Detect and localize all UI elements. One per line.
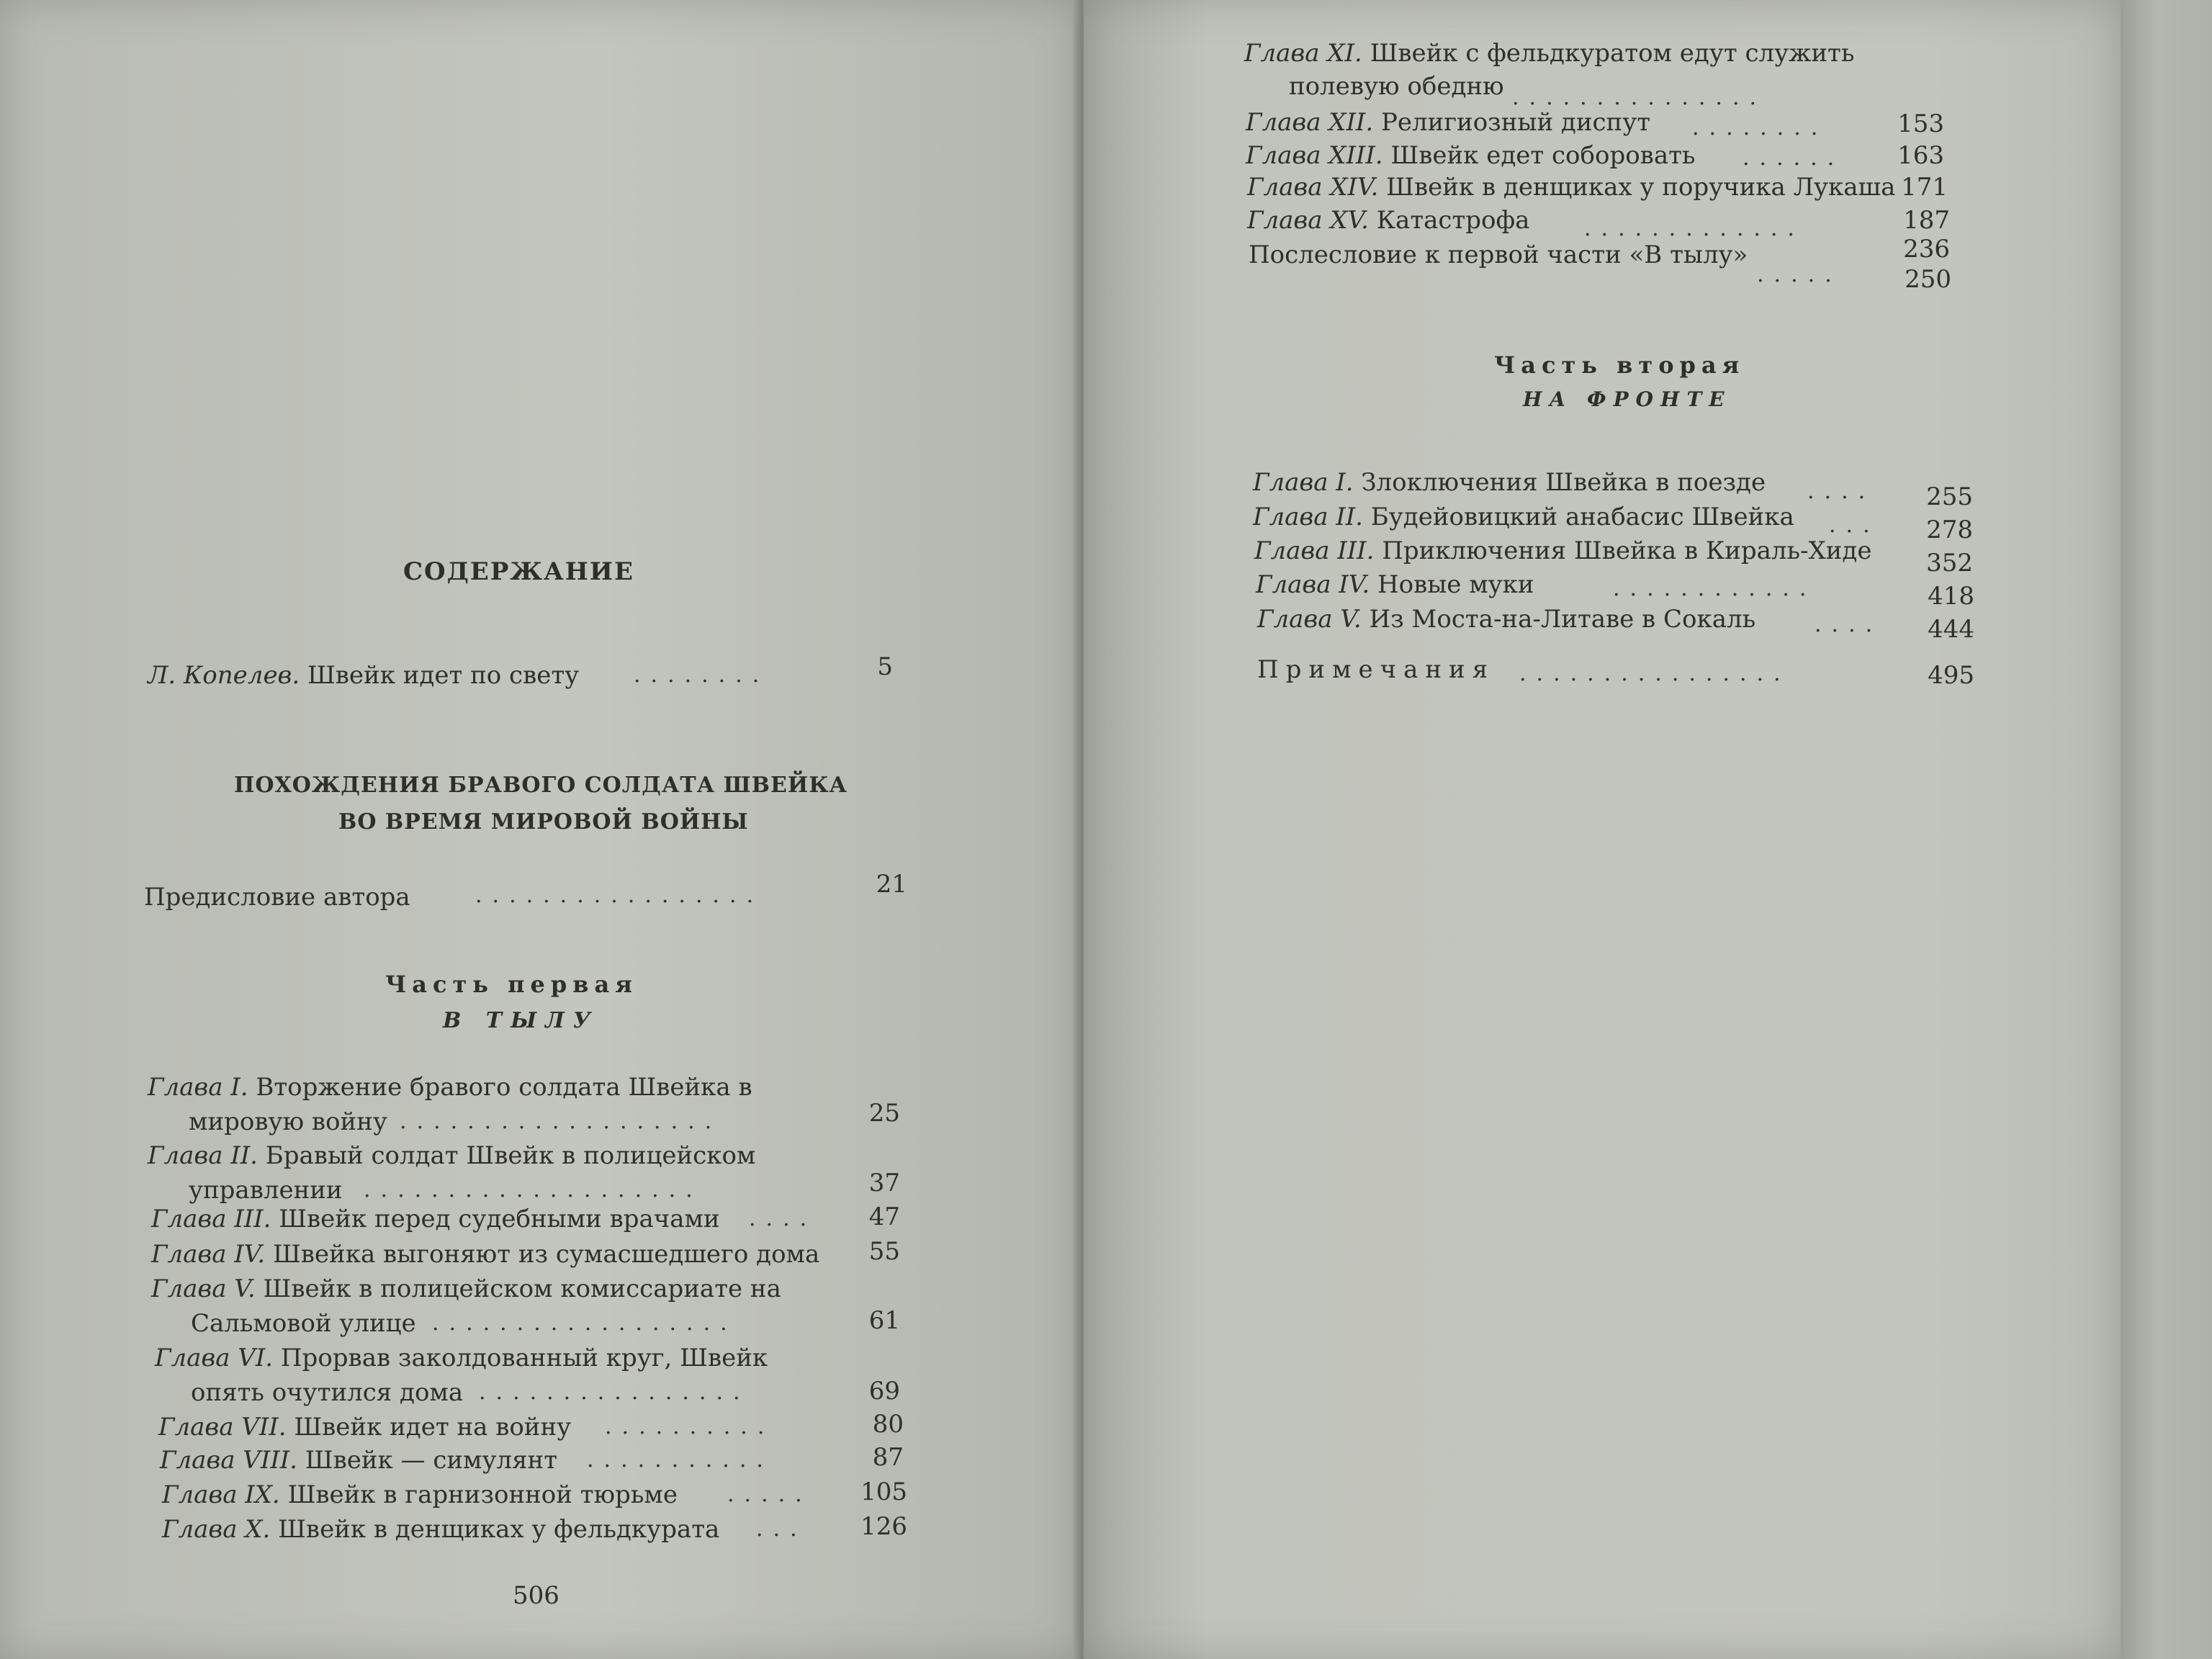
page-number: 187 bbox=[1903, 206, 1950, 235]
chapter-title: Вторжение бравого солдата Швейка в bbox=[256, 1073, 752, 1102]
page-number: 55 bbox=[868, 1237, 900, 1266]
dot-leader: ................. bbox=[475, 883, 764, 908]
chapter-title: Швейк в гарнизонной тюрьме bbox=[287, 1480, 678, 1509]
page-number: 87 bbox=[872, 1443, 904, 1472]
chapter-8 bbox=[160, 1446, 557, 1475]
chapter-14 bbox=[1247, 173, 1895, 202]
chapter-title: Швейк перед судебными врачами bbox=[279, 1205, 720, 1233]
chapter-title: Бравый солдат Швейк в полицейском bbox=[265, 1141, 756, 1170]
chapter-number: Глава VI. bbox=[155, 1344, 274, 1372]
chapter-2 bbox=[148, 1141, 755, 1170]
chapter-number: Глава VII. bbox=[158, 1413, 287, 1442]
chapter-title: Швейк идет на войну bbox=[294, 1413, 572, 1442]
chapter-9 bbox=[162, 1480, 678, 1509]
chapter-number: Глава XIV. bbox=[1247, 173, 1379, 202]
chapter-title: Швейк едет соборовать bbox=[1390, 141, 1696, 170]
part-one-subtitle: В ТЫЛУ bbox=[443, 1008, 600, 1033]
page-number: 495 bbox=[1928, 661, 1974, 690]
chapter-number: Глава II. bbox=[1253, 503, 1363, 531]
dot-leader: ........... bbox=[587, 1447, 773, 1473]
part-two-title: Часть вторая bbox=[1494, 351, 1745, 379]
chapter-5 bbox=[151, 1274, 781, 1303]
page-number: 21 bbox=[876, 870, 907, 899]
chapter-number: Глава X. bbox=[162, 1515, 271, 1544]
chapter-number: Глава IV. bbox=[1256, 570, 1370, 599]
folio-page-number: 506 bbox=[513, 1581, 559, 1610]
dot-leader: ..... bbox=[727, 1482, 812, 1507]
chapter-number: Глава VIII. bbox=[160, 1446, 297, 1475]
part-two-subtitle: НА ФРОНТЕ bbox=[1523, 387, 1732, 411]
dot-leader: ... bbox=[756, 1516, 807, 1542]
dot-leader: .................. bbox=[432, 1310, 737, 1336]
chapter-number: Глава III. bbox=[151, 1205, 271, 1233]
chapter-1 bbox=[148, 1073, 752, 1102]
dot-leader: ... bbox=[1829, 513, 1880, 538]
chapter-number: Глава XII. bbox=[1246, 108, 1374, 137]
chapter-number: Глава III. bbox=[1254, 536, 1375, 565]
dot-leader: ........ bbox=[1692, 115, 1828, 140]
part-two-chapter-1 bbox=[1253, 468, 1766, 497]
chapter-4 bbox=[151, 1240, 819, 1269]
chapter-number: Глава XIII. bbox=[1246, 141, 1383, 170]
chapter-11-line-2: полевую обедню bbox=[1289, 72, 1504, 101]
page-number: 47 bbox=[868, 1202, 900, 1231]
page-number: 255 bbox=[1926, 482, 1973, 511]
chapter-12 bbox=[1246, 108, 1650, 137]
toc-entry-afterword: Послесловие к первой части «В тылу» bbox=[1249, 240, 1748, 269]
chapter-number: Глава IV. bbox=[151, 1240, 266, 1269]
chapter-title: Приключения Швейка в Кираль-Хиде bbox=[1382, 536, 1872, 565]
page-number: 5 bbox=[877, 652, 893, 681]
toc-entry-notes: Примечания bbox=[1257, 655, 1496, 684]
page-number: 352 bbox=[1926, 549, 1973, 577]
toc-entry-preface: Предисловие автора bbox=[144, 883, 410, 912]
chapter-number: Глава IX. bbox=[162, 1480, 280, 1509]
part-one-title: Часть первая bbox=[385, 971, 638, 998]
dot-leader: .... bbox=[1807, 479, 1876, 504]
dot-leader: ........ bbox=[634, 662, 770, 688]
dot-leader: ................ bbox=[479, 1380, 750, 1405]
page-edge bbox=[2121, 0, 2212, 1659]
intro-title: Швейк идет по свету bbox=[307, 661, 580, 690]
part-two-chapter-5 bbox=[1257, 605, 1755, 634]
page-number: 171 bbox=[1901, 173, 1948, 202]
page-number: 163 bbox=[1897, 141, 1944, 170]
dot-leader: .................... bbox=[364, 1177, 703, 1202]
chapter-6 bbox=[155, 1344, 768, 1372]
page-number: 153 bbox=[1897, 109, 1944, 138]
chapter-number: Глава XI. bbox=[1244, 39, 1362, 68]
dot-leader: ............... bbox=[1512, 85, 1767, 110]
contents-heading: СОДЕРЖАНИЕ bbox=[403, 557, 634, 586]
dot-leader: ..... bbox=[1757, 262, 1842, 287]
page-number: 250 bbox=[1905, 265, 1951, 294]
part-two-chapter-4 bbox=[1256, 570, 1534, 599]
chapter-5-line-2: Сальмовой улице bbox=[191, 1309, 416, 1338]
page-number: 69 bbox=[868, 1377, 900, 1406]
dot-leader: .... bbox=[1815, 612, 1883, 637]
chapter-3 bbox=[151, 1205, 720, 1233]
page-number: 236 bbox=[1903, 235, 1950, 264]
page-number: 37 bbox=[868, 1169, 900, 1197]
toc-entry-intro bbox=[148, 661, 579, 690]
chapter-title: Швейк с фельдкуратом едут служить bbox=[1370, 39, 1855, 68]
chapter-number: Глава V. bbox=[151, 1274, 256, 1303]
chapter-number: Глава II. bbox=[148, 1141, 258, 1170]
chapter-10 bbox=[162, 1515, 719, 1544]
chapter-1-line-2: мировую войну bbox=[189, 1107, 387, 1136]
dot-leader: ...... bbox=[1743, 145, 1845, 171]
chapter-title: Швейк в денщиках у поручика Лукаша bbox=[1386, 173, 1896, 202]
chapter-2-line-2: управлении bbox=[189, 1176, 343, 1205]
chapter-11 bbox=[1244, 39, 1854, 68]
part-two-chapter-3 bbox=[1254, 536, 1871, 565]
chapter-title: Будейовицкий анабасис Швейка bbox=[1370, 503, 1794, 531]
chapter-number: Глава V. bbox=[1257, 605, 1362, 634]
dot-leader: .......... bbox=[605, 1414, 775, 1439]
page-number: 278 bbox=[1926, 516, 1973, 544]
page-number: 126 bbox=[860, 1512, 907, 1541]
chapter-15 bbox=[1247, 206, 1529, 235]
intro-author: Л. Копелев. bbox=[148, 661, 300, 690]
chapter-title: Швейк в денщиках у фельдкурата bbox=[278, 1515, 720, 1544]
chapter-title: Швейк — симулянт bbox=[305, 1446, 558, 1475]
chapter-number: Глава XV. bbox=[1247, 206, 1369, 235]
page-number: 80 bbox=[872, 1410, 904, 1439]
chapter-title: Катастрофа bbox=[1376, 206, 1530, 235]
chapter-13 bbox=[1246, 141, 1695, 170]
part-two-chapter-2 bbox=[1253, 503, 1794, 531]
chapter-title: Из Моста-на-Литаве в Сокаль bbox=[1369, 605, 1756, 634]
chapter-6-line-2: опять очутился дома bbox=[191, 1378, 464, 1407]
chapter-title: Религиозный диспут bbox=[1380, 108, 1651, 137]
chapter-title: Прорвав заколдованный круг, Швейк bbox=[280, 1344, 768, 1372]
book-title-line-2: ВО ВРЕМЯ МИРОВОЙ ВОЙНЫ bbox=[338, 809, 749, 835]
page-number: 418 bbox=[1928, 582, 1974, 611]
dot-leader: ................... bbox=[400, 1109, 722, 1134]
dot-leader: .... bbox=[749, 1206, 817, 1231]
chapter-title: Новые муки bbox=[1377, 570, 1534, 599]
page-number: 105 bbox=[860, 1478, 907, 1506]
dot-leader: ................ bbox=[1519, 661, 1791, 686]
chapter-number: Глава I. bbox=[148, 1073, 248, 1102]
page-number: 444 bbox=[1928, 615, 1974, 644]
dot-leader: ............. bbox=[1584, 216, 1804, 241]
chapter-title: Швейка выгоняют из сумасшедшего дома bbox=[272, 1240, 820, 1269]
dot-leader: ............ bbox=[1613, 576, 1817, 601]
page-number: 25 bbox=[868, 1099, 900, 1128]
page-number: 61 bbox=[868, 1306, 900, 1335]
chapter-title: Злоключения Швейка в поезде bbox=[1361, 468, 1766, 497]
chapter-title: Швейк в полицейском комиссариате на bbox=[263, 1274, 781, 1303]
chapter-7 bbox=[158, 1413, 571, 1442]
chapter-number: Глава I. bbox=[1253, 468, 1354, 497]
book-title-line-1: ПОХОЖДЕНИЯ БРАВОГО СОЛДАТА ШВЕЙКА bbox=[234, 773, 848, 798]
